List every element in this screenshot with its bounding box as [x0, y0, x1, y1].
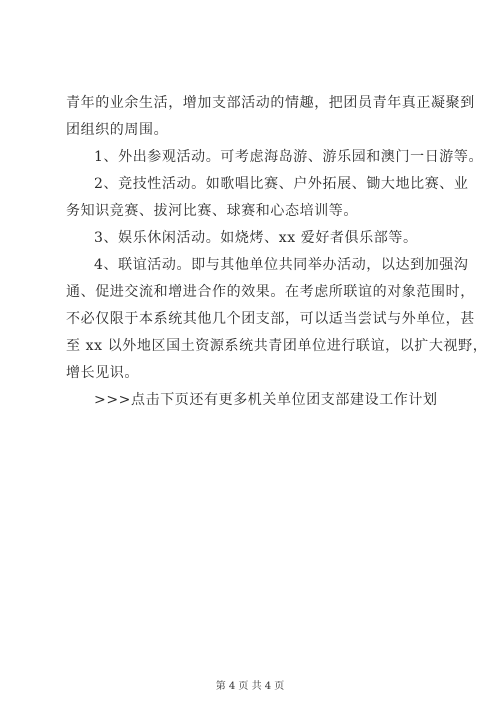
text-line-9: 不必仅限于本系统其他几个团支部，可以适当尝试与外单位，甚: [66, 311, 475, 327]
text-line-6: 3、娱乐休闲活动。如烧烤、xx 爱好者俱乐部等。: [94, 230, 418, 246]
page-number-footer: 第 4 页 共 4 页: [215, 681, 285, 692]
text-line-2: 团组织的周围。: [66, 122, 169, 138]
text-line-4: 2、竞技性活动。如歌唱比赛、户外拓展、锄大地比赛、业: [94, 176, 469, 192]
text-line-7: 4、联谊活动。即与其他单位共同举办活动，以达到加强沟: [94, 257, 469, 273]
text-line-8: 通、促进交流和增进合作的效果。在考虑所联谊的对象范围时，: [66, 284, 475, 300]
text-line-3: 1、外出参观活动。可考虑海岛游、游乐园和澳门一日游等。: [94, 149, 484, 165]
text-line-10: 至 xx 以外地区国土资源系统共青团单位进行联谊，以扩大视野，: [66, 338, 488, 354]
text-line-1: 青年的业余生活，增加支部活动的情趣，把团员青年真正凝聚到: [66, 95, 475, 111]
next-page-link[interactable]: >>>点击下页还有更多机关单位团支部建设工作计划: [94, 392, 438, 408]
text-line-11: 增长见识。: [66, 365, 139, 381]
text-line-5: 务知识竞赛、拔河比赛、球赛和心态培训等。: [66, 203, 358, 219]
